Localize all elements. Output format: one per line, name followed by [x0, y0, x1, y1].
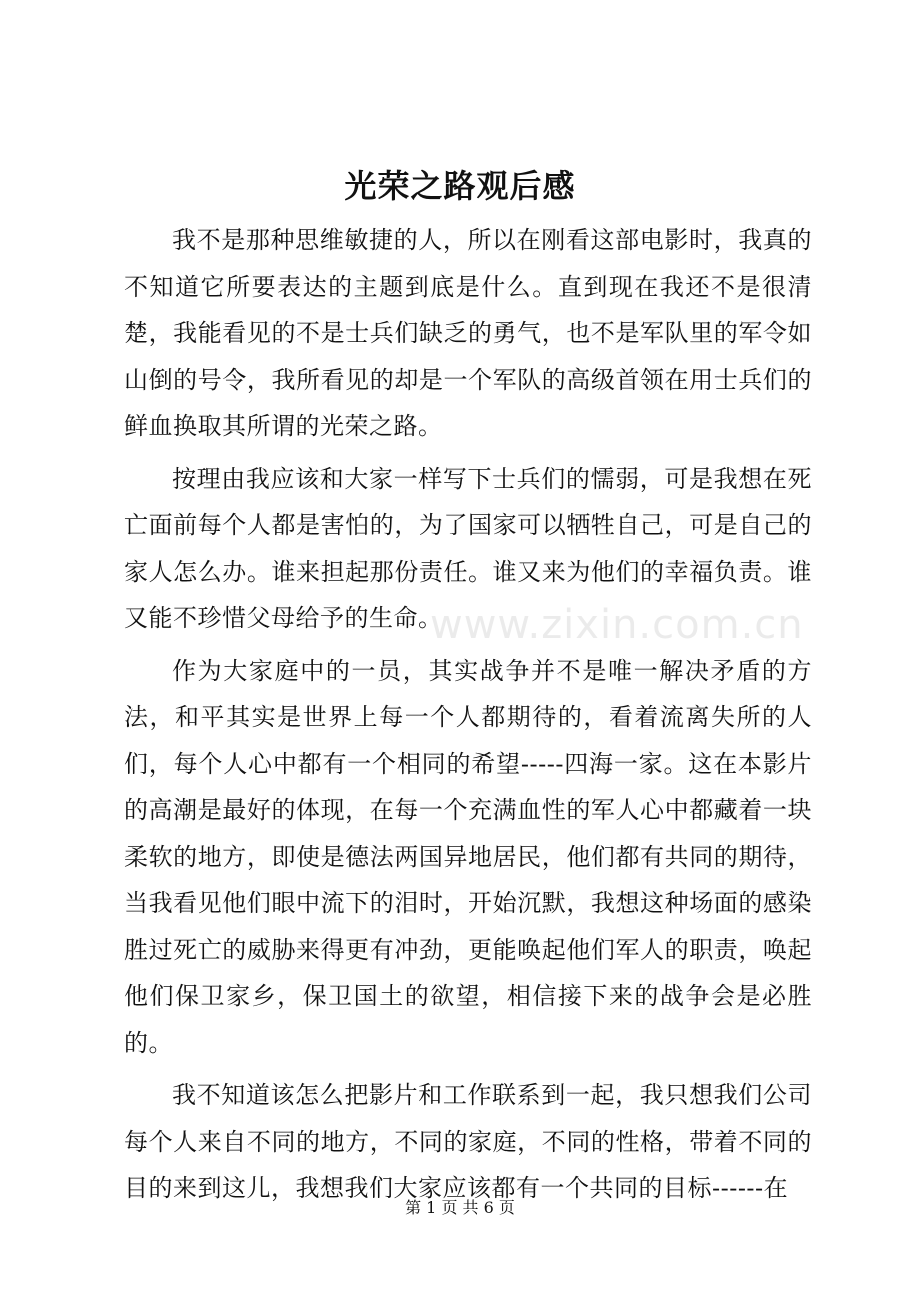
paragraph-3: 作为大家庭中的一员，其实战争并不是唯一解决矛盾的方法，和平其实是世界上每一个人都期待的，看着流离失所的人们，每个人心中都有一个相同的希望-----四海一家。这在本影片的高潮是最好的体现，在每一个充满血性的军人心中都藏着一块柔软的地方，即使是德法两国异地居民，他们都有共同的期待，当我看见他们眼中流下的泪时，开始沉默，我想这种场面的感染胜过死亡的威胁来得更有冲劲，更能唤起他们军人的职责，唤起他们保卫家乡，保卫国土的欲望，相信接下来的战争会是必胜的。 — [124, 656, 812, 1057]
page-number-footer: 第 1 页 共 6 页 — [405, 1198, 515, 1217]
document-body — [124, 217, 812, 1218]
paragraph-2: 按理由我应该和大家一样写下士兵们的懦弱，可是我想在死亡面前每个人都是害怕的，为了国家可以牺牲自己，可是自己的家人怎么办。谁来担起那份责任。谁又来为他们的幸福负责。谁又能不珍惜父母给予的生命。 — [124, 464, 812, 632]
paragraph-4: 我不知道该怎么把影片和工作联系到一起，我只想我们公司每个人来自不同的地方，不同的家庭，不同的性格，带着不同的目的来到这儿，我想我们大家应该都有一个共同的目标------在 — [124, 1081, 812, 1202]
document-title: 光荣之路观后感 — [344, 167, 576, 205]
paragraph-1: 我不是那种思维敏捷的人，所以在刚看这部电影时，我真的不知道它所要表达的主题到底是什么。直到现在我还不是很清楚，我能看见的不是士兵们缺乏的勇气，也不是军队里的军令如山倒的号令，我所看见的却是一个军队的高级首领在用士兵们的鲜血换取其所谓的光荣之路。 — [124, 226, 812, 440]
watermark: www.zixin.com.cn — [430, 602, 804, 648]
